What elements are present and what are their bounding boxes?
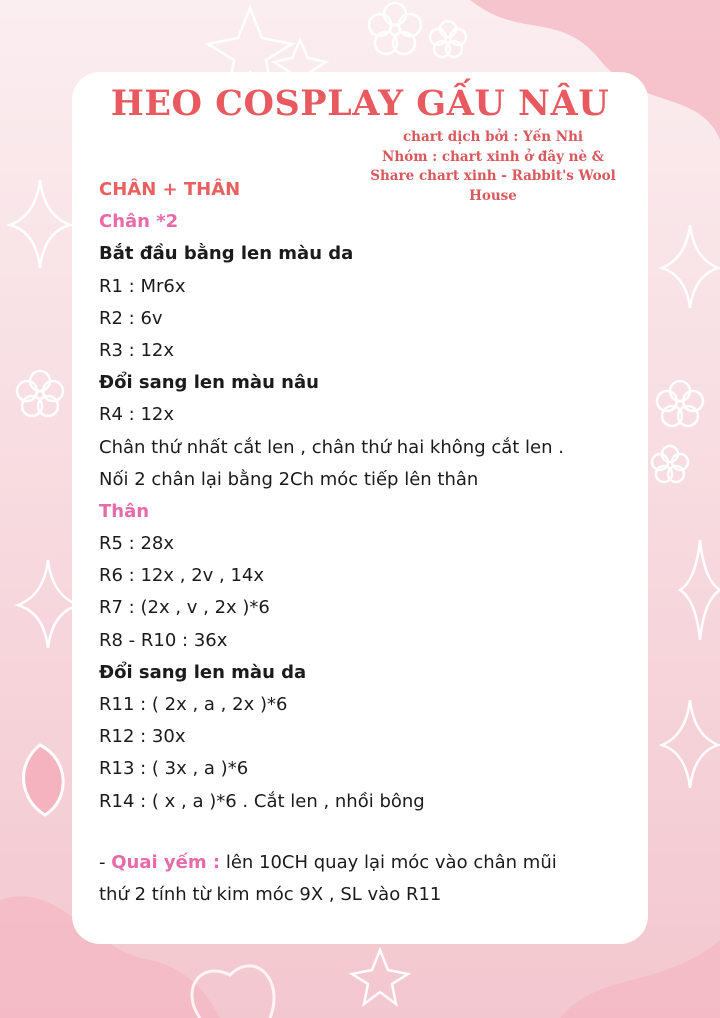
pattern-instructions <box>99 174 629 912</box>
round-r1: R1 : Mr6x <box>99 275 186 297</box>
round-r13: R13 : ( 3x , a )*6 <box>99 758 249 780</box>
round-r12: R12 : 30x <box>99 726 186 748</box>
round-r4: R4 : 12x <box>99 404 175 426</box>
legs-heading: Chân *2 <box>99 211 179 233</box>
round-r6: R6 : 12x , 2v , 14x <box>99 565 265 587</box>
page-title: HEO COSPLAY GẤU NÂU <box>110 83 610 124</box>
strap-note <box>99 847 629 880</box>
strap-prefix: - <box>99 851 112 873</box>
round-r7: R7 : (2x , v , 2x )*6 <box>99 597 270 619</box>
legs-cut-note: Chân thứ nhất cắt len , chân thứ hai không cắt len . <box>99 436 564 458</box>
spacer <box>99 818 629 847</box>
body-heading: Thân <box>99 500 150 522</box>
round-r11: R11 : ( 2x , a , 2x )*6 <box>99 694 288 715</box>
round-r8-r10: R8 - R10 : 36x <box>99 629 228 651</box>
credit-line-2: Nhóm : chart xinh ở đây nè & <box>382 148 604 165</box>
round-r5: R5 : 28x <box>99 533 175 555</box>
strap-text-line-2: thứ 2 tính từ kim móc 9X , SL vào R11 <box>99 884 442 906</box>
round-r3: R3 : 12x <box>99 339 175 361</box>
round-r2: R2 : 6v <box>99 307 163 329</box>
section-heading: CHÂN + THÂN <box>99 179 241 200</box>
strap-label: Quai yếm : <box>111 851 221 873</box>
credit-line-4: House <box>469 187 517 204</box>
legs-start-note: Bắt đầu bằng len màu da <box>99 243 354 265</box>
credit-line-3: Share chart xinh - Rabbit's Wool <box>370 168 616 184</box>
credit-line-1: chart dịch bởi : Yến Nhi <box>402 129 584 145</box>
round-r14: R14 : ( x , a )*6 . Cắt len , nhồi bông <box>99 790 425 812</box>
legs-join-note: Nối 2 chân lại bằng 2Ch móc tiếp lên thân <box>99 468 479 490</box>
strap-text-line-1: lên 10CH quay lại móc vào chân mũi <box>220 851 557 873</box>
body-switch-note: Đổi sang len màu da <box>99 661 307 683</box>
legs-switch-note: Đổi sang len màu nâu <box>99 372 319 394</box>
